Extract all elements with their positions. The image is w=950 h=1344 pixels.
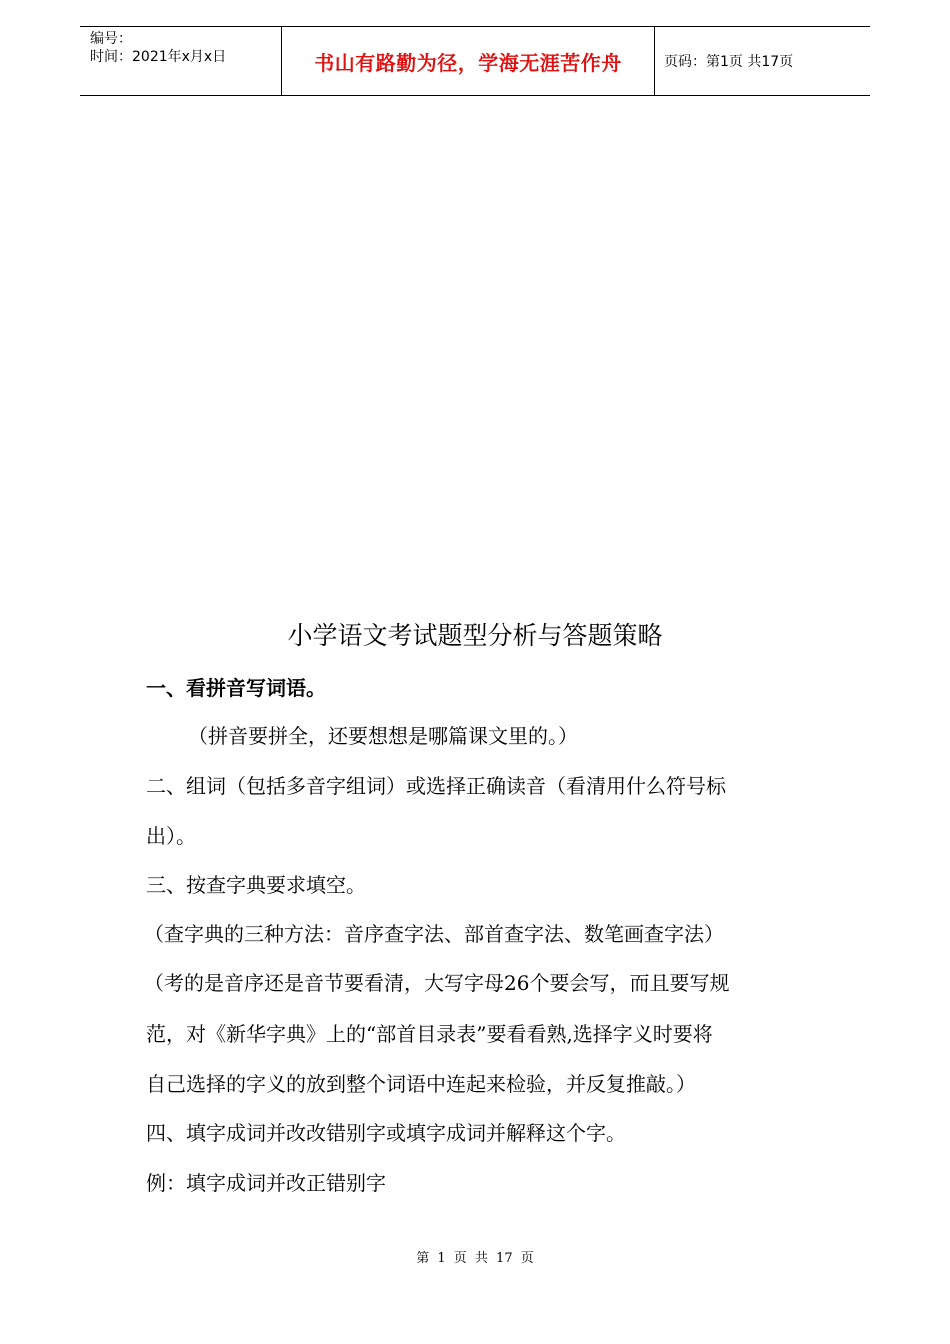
section-heading-3: 三、按查字典要求填空。	[146, 873, 366, 897]
page-header	[80, 26, 870, 96]
section-heading-2: 二、组词（包括多音字组词）或选择正确读音（看清用什么符号标	[146, 774, 726, 798]
paragraph-line: 出）。	[146, 824, 196, 848]
paragraph-line: （查字典的三种方法：音序查字法、部首查字法、数笔画查字法）	[144, 922, 724, 946]
header-motto: 书山有路勤为径，学海无涯苦作舟	[314, 51, 622, 75]
section-heading-4: 四、填字成词并改改错别字或填字成词并解释这个字。	[146, 1121, 626, 1145]
time-label: 时间：2021年x月x日	[90, 49, 227, 65]
example-line: 例：填字成词并改正错别字	[146, 1171, 386, 1195]
header-divider	[654, 27, 655, 95]
paragraph-line: 范，对《新华字典》上的“部首目录表”要看看熟,选择字义时要将	[146, 1022, 713, 1046]
paragraph-line: 自己选择的字义的放到整个词语中连起来检验，并反复推敲。）	[146, 1072, 696, 1096]
serial-label: 编号：	[90, 31, 132, 47]
section-heading-1: 一、看拼音写词语。	[146, 676, 326, 700]
paragraph-line: （考的是音序还是音节要看清，大写字母26个要会写，而且要写规	[144, 971, 730, 995]
header-page-info: 页码：第1页 共17页	[664, 54, 794, 70]
document-title: 小学语文考试题型分析与答题策略	[287, 621, 663, 650]
page-footer: 第 1 页 共 17 页	[416, 1251, 534, 1266]
header-meta	[90, 30, 226, 66]
paragraph-line: （拼音要拼全，还要想想是哪篇课文里的。）	[188, 724, 578, 748]
